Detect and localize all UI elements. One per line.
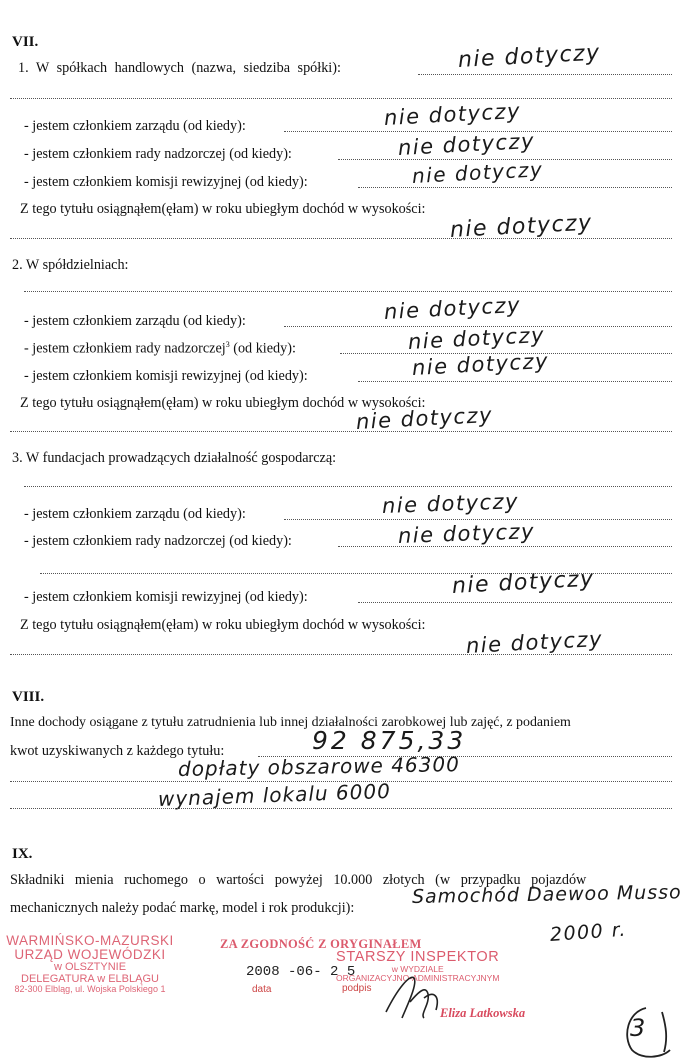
s3-income-answer[interactable]: nie dotyczy: [465, 626, 604, 658]
ix-answer2[interactable]: 2000 r.: [549, 918, 628, 946]
certify-signature-label: podpis: [342, 983, 372, 994]
inspector-name: Eliza Latkowska: [440, 1006, 526, 1020]
s2-row-audit: - jestem członkiem komisji rewizyjnej (od kiedy):: [24, 368, 308, 384]
page-number-circle: [618, 1002, 688, 1060]
s3-row-supervisory-answer[interactable]: nie dotyczy: [397, 519, 536, 548]
s1-income: Z tego tytułu osiągnąłem(ęłam) w roku ubiegłym dochód w wysokości:: [20, 201, 426, 217]
footnote-3: 3: [225, 340, 230, 349]
s1-blank-line: [10, 98, 672, 99]
s2-row-audit-dots: [358, 381, 672, 382]
office-stamp-line3: w OLSZTYNIE: [53, 961, 127, 974]
s3-title: 3. W fundacjach prowadzących działalność gospodarczą:: [12, 450, 337, 466]
s3-income: Z tego tytułu osiągnąłem(ęłam) w roku ubiegłym dochód w wysokości:: [20, 617, 426, 633]
viii-line2: kwot uzyskiwanych z każdego tytułu:: [10, 743, 225, 759]
inspector-stamp-sub1: w WYDZIALE: [391, 964, 444, 975]
s1-row-board: - jestem członkiem zarządu (od kiedy):: [24, 118, 246, 134]
viii-entry2[interactable]: dopłaty obszarowe 46300: [177, 752, 461, 781]
s2-row-board: - jestem członkiem zarządu (od kiedy):: [24, 313, 246, 329]
s2-row-audit-answer[interactable]: nie dotyczy: [411, 348, 550, 380]
s2-row-board-answer[interactable]: nie dotyczy: [383, 292, 522, 324]
s2-income-answer[interactable]: nie dotyczy: [355, 402, 494, 434]
inspector-stamp-sub2: ORGANIZACYJNO-ADMINISTRACYJNYM: [336, 973, 500, 984]
section-viii-header: VIII.: [12, 689, 45, 705]
s1-row-audit-answer[interactable]: nie dotyczy: [411, 157, 544, 188]
s1-row-audit-dots: [358, 187, 672, 188]
certify-stamp-title: ZA ZGODNOŚĆ Z ORYGINAŁEM: [220, 937, 422, 951]
page-number: 3: [630, 1014, 647, 1042]
s3-row-audit-dots: [358, 602, 672, 603]
s3-row-audit: - jestem członkiem komisji rewizyjnej (od kiedy):: [24, 589, 308, 605]
inspector-stamp-title: STARSZY INSPEKTOR: [336, 949, 500, 965]
s2-income-dots: [10, 431, 672, 432]
s3-row-board: - jestem członkiem zarządu (od kiedy):: [24, 506, 246, 522]
s3-row-board-dots: [284, 519, 672, 520]
signature-scribble: [380, 968, 450, 1024]
certify-date: 2008 -06- 2 5: [246, 964, 356, 980]
s1-income-answer[interactable]: nie dotyczy: [449, 210, 594, 243]
s1-row-audit: - jestem członkiem komisji rewizyjnej (od kiedy):: [24, 174, 308, 190]
s3-row-supervisory-dots: [338, 546, 672, 547]
s1-row-supervisory: - jestem członkiem rady nadzorczej (od kiedy):: [24, 146, 292, 162]
s1-row-supervisory-answer[interactable]: nie dotyczy: [397, 128, 536, 160]
s3-row-audit-answer[interactable]: nie dotyczy: [451, 566, 596, 599]
s2-row-supervisory-label: - jestem członkiem rady nadzorczej: [24, 340, 226, 357]
ix-answer1[interactable]: Samochód Daewoo Musso: [411, 881, 682, 908]
s1-title-dots: [418, 74, 672, 75]
s2-row-supervisory-tail: (od kiedy):: [229, 340, 296, 357]
office-stamp-line5: 82-300 Elbląg, ul. Wojska Polskiego 1: [14, 984, 166, 995]
s3-row-board-answer[interactable]: nie dotyczy: [381, 489, 520, 518]
ix-line2: mechanicznych należy podać markę, model i rok produkcji):: [10, 900, 355, 916]
s2-title: 2. W spółdzielniach:: [12, 257, 129, 273]
s1-row-board-answer[interactable]: nie dotyczy: [383, 98, 522, 130]
section-ix-header: IX.: [12, 846, 33, 862]
s2-row-supervisory: [24, 341, 296, 356]
s1-title: 1. W spółkach handlowych (nazwa, siedziba spółki):: [18, 60, 341, 76]
office-stamp: [0, 934, 180, 995]
ix-line1: Składniki mienia ruchomego o wartości powyżej 10.000 złotych (w przypadku pojazdów: [10, 872, 587, 888]
viii-amount1[interactable]: 92 875,33: [312, 726, 467, 755]
s2-blank-line: [24, 291, 672, 292]
section-vii-header: VII.: [12, 34, 39, 50]
s1-answer[interactable]: nie dotyczy: [457, 40, 602, 73]
certify-date-label: data: [252, 984, 272, 995]
viii-entry3[interactable]: wynajem lokalu 6000: [157, 778, 392, 811]
s1-income-dots: [10, 238, 672, 239]
s3-row-supervisory: - jestem członkiem rady nadzorczej (od kiedy):: [24, 533, 292, 549]
s3-blank-line: [24, 486, 672, 487]
office-stamp-line4: DELEGATURA w ELBLĄGU: [21, 972, 159, 985]
s2-row-supervisory-answer[interactable]: nie dotyczy: [407, 322, 546, 354]
office-stamp-line1: WARMIŃSKO-MAZURSKI: [6, 933, 174, 948]
s2-income: Z tego tytułu osiągnąłem(ęłam) w roku ubiegłym dochód w wysokości:: [20, 395, 426, 411]
viii-line1: Inne dochody osiągane z tytułu zatrudnienia lub innej działalności zarobkowej lub zajęć, z podaniem: [10, 715, 571, 730]
viii-entry3-dots: [10, 808, 672, 809]
office-stamp-line2: URZĄD WOJEWÓDZKI: [14, 947, 166, 963]
s3-income-dots: [10, 654, 672, 655]
